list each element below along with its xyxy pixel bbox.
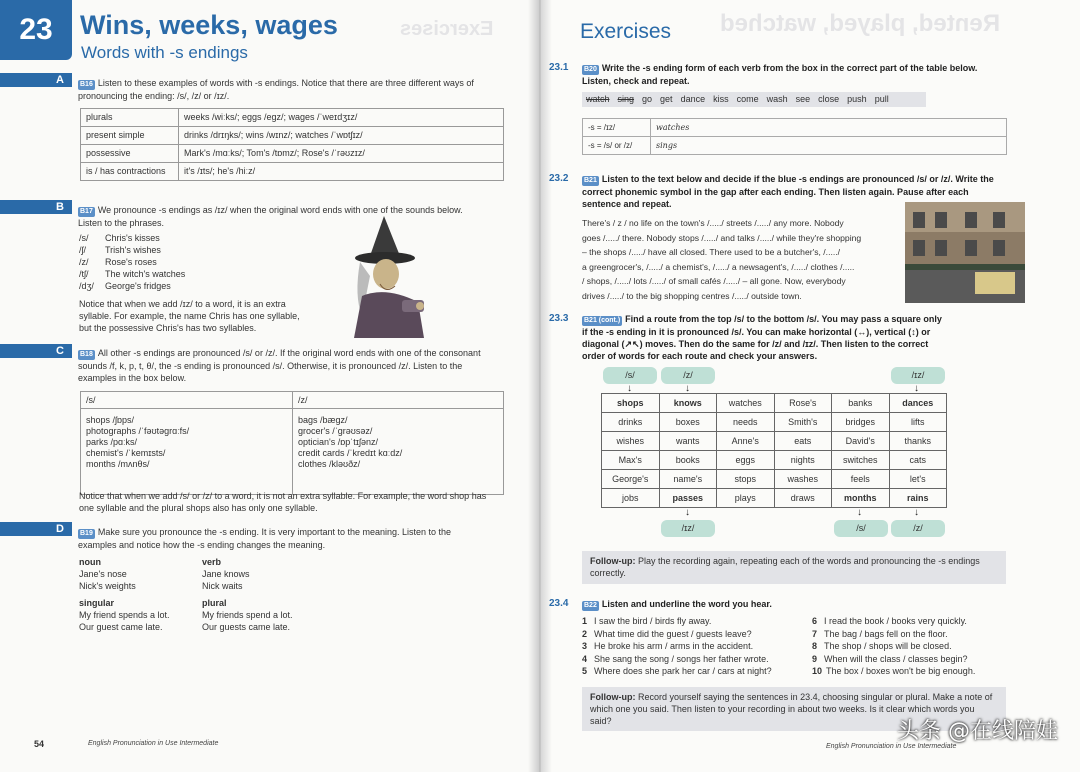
audio-track-icon[interactable]: B18 [80,351,93,358]
audio-track-icon[interactable]: B21 (cont.) [584,317,621,324]
singular-column: singular My friend spends a lot. Our guest came late. [79,598,170,632]
section-b-intro: B17 We pronounce -s endings as /ɪz/ when the original word ends with one of the sounds below. Listen to the phrases. [78,205,463,228]
exercise-number: 23.2 [549,173,569,184]
follow-up-box: Follow-up: Play the recording again, repeating each of the words and pronouncing the -s endings correctly. [582,551,1006,584]
section-b-note: Notice that when we add /ɪz/ to a word, it is an extra syllable. For example, the name Chris has one syllable, but the possessive Chris's has two syllables. [79,299,300,333]
street-photo [905,202,1025,303]
list-item: 6 I read the book / books very quickly. [812,616,967,626]
bleed-through-text: Exercises [400,18,494,40]
list-item: /ʃ/ Trish's wishes [79,245,161,255]
section-b-label: B [0,200,72,214]
section-a-label: A [0,73,72,87]
table-row: shops knows watches Rose's banks dances [602,394,947,413]
route-end-z: /z/ [891,520,945,537]
list-item: 9 When will the class / classes begin? [812,653,968,664]
arrow-down-icon: ↓ [914,383,919,394]
page-number: 54 [34,739,45,749]
exercise-23-2-instructions: B21 Listen to the text below and decide if the blue -s endings are pronounced /s/ or /z/. Write the correct phonemic symbol in the gap after each ending. Then listen again. Pause after each sentence and repeat. [582,174,994,209]
watermark: 头条 @在线陪娃 [897,719,1058,744]
arrow-down-icon: ↓ [685,383,690,394]
exercise-23-4-instructions: B22 Listen and underline the word you hear. [584,599,772,609]
arrow-down-icon: ↓ [857,507,862,518]
answer-table [582,118,1007,155]
section-c-table [80,391,504,495]
list-item: /dʒ/ George's fridges [79,281,171,291]
table-row: jobs passes plays draws months rains [602,489,947,508]
page-footer: English Pronunciation in Use Intermediate [826,743,957,750]
table-row: drinks boxes needs Smith's bridges lifts [602,413,947,432]
exercise-number: 23.4 [549,598,569,609]
sentence-list-right [812,615,1012,678]
arrow-down-icon: ↓ [914,507,919,518]
arrow-down-icon: ↓ [627,383,632,394]
list-item: /s/ Chris's kisses [79,233,160,243]
verb-column: verb Jane knows Nick waits [202,557,250,591]
exercise-number: 23.1 [549,62,569,73]
arrow-down-icon: ↓ [685,507,690,518]
section-b-phrases [79,232,279,292]
audio-track-icon[interactable]: B17 [80,208,93,215]
section-c-label: C [0,344,72,358]
exercise-number: 23.3 [549,313,569,324]
route-start-iz: /ɪz/ [891,367,945,384]
section-d-intro: B19 Make sure you pronounce the -s ending. It is very important to the meaning. Listen to the examples and notice how the -s ending changes the meaning. [78,527,452,550]
list-item: 2 What time did the guest / guests leave? [582,628,752,639]
sentence-list-left [582,615,807,678]
section-c-intro: B18 All other -s endings are pronounced /s/ or /z/. If the original word ends with one of the consonant sounds /f, k, p, t, θ/, the -s ending is pronounced /s/. Otherwise, it is pronounced /z/. Listen to the examples in the box below. [78,348,481,383]
route-end-iz: /ɪz/ [661,520,715,537]
book-gutter [528,0,552,772]
table-row: plurals weeks /wiːks/; eggs /egz/; wages /ˈweɪdʒɪz/ [81,109,504,127]
section-a-table [80,108,504,181]
audio-track-icon[interactable]: B22 [584,602,597,609]
exercises-title: Exercises [580,20,672,43]
table-row: present simple drinks /drɪŋks/; wins /wɪnz/; watches /ˈwɒtʃɪz/ [81,127,504,145]
exercise-23-1-instructions: B20 Write the -s ending form of each verb from the box in the correct part of the table below. Listen, check and repeat. [582,63,978,86]
audio-track-icon[interactable]: B21 [584,177,597,184]
page-footer: English Pronunciation in Use Intermediate [88,740,219,747]
table-row: possessive Mark's /mɑːks/; Tom's /tɒmz/; Rose's /ˈrəʊzɪz/ [81,145,504,163]
witch-illustration [340,216,432,338]
noun-column: noun Jane's nose Nick's weights [79,557,136,591]
route-start-z: /z/ [661,367,715,384]
table-row: -s = /ɪz/ watches [583,119,1007,137]
verb-box: watch sing go get dance kiss come wash see close push pull [582,92,926,107]
list-item: 7 The bag / bags fell on the floor. [812,628,948,639]
unit-number: 23 [0,0,72,60]
list-item: 5 Where does she park her car / cars at night? [582,666,772,676]
route-end-s: /s/ [834,520,888,537]
audio-track-icon[interactable]: B19 [80,530,93,537]
bleed-through-title: Rented, played, watched [720,10,1001,37]
section-d-label: D [0,522,72,536]
audio-track-icon[interactable]: B20 [584,66,597,73]
list-item: 4 She sang the song / songs her father wrote. [582,653,769,664]
list-item: /z/ Rose's roses [79,257,157,267]
table-row: George's name's stops washes feels let's [602,470,947,489]
plural-column: plural My friends spend a lot. Our guests came late. [202,598,293,632]
section-c-note: Notice that when we add /s/ or /z/ to a word, it is not an extra syllable. For example, the word shop has one syllable and the plural shops also has only one syllable. [79,491,487,513]
list-item: 10 The box / boxes won't be big enough. [812,666,976,676]
table-row: is / has contractions it's /ɪts/; he's /hiːz/ [81,163,504,181]
section-a-intro: B16 Listen to these examples of words with -s endings. Notice that there are three different ways of pronouncing the ending: /s/, /z/ or /ɪz/. [78,78,474,101]
list-item: /tʃ/ The witch's watches [79,269,186,279]
list-item: 1 I saw the bird / birds fly away. [582,616,712,626]
unit-subtitle: Words with -s endings [81,43,248,62]
unit-title: Wins, weeks, wages [80,10,338,40]
audio-track-icon[interactable]: B16 [80,81,93,88]
table-row: shops /ʃɒps/ photographs /ˈfəʊtəgrɑːfs/ parks /pɑːks/ chemist's /ˈkemɪsts/ months /mʌnθs/ bags /bægz/ grocer's /ˈgrəʊsəz/ optician's /ɒpˈtɪʃənz/ credit cards /ˈkredɪt kɑːdz/ clothes /kləʊðz/ [81,409,504,495]
route-start-s: /s/ [603,367,657,384]
follow-up-box: Follow-up: Record yourself saying the sentences in 23.4, choosing singular or plural. Make a note of which one you said. Then listen to your recording in about two weeks. Is it clear which words you said? [582,687,1006,731]
route-grid [601,393,947,508]
exercise-23-3-instructions: B21 (cont.) Find a route from the top /s/ to the bottom /s/. You may pass a square only if the -s ending in it is pronounced /s/. You can make horizontal (↔), vertical (↕) or diagonal (↗↖) moves. Then do the same for /z/ and /ɪz/. Then listen to the correct order of words for each route and check your answers. [582,314,942,361]
table-row: /s/ /z/ [81,392,504,409]
table-row: -s = /s/ or /z/ sings [583,137,1007,155]
exercise-23-2-passage: There's / z / no life on the town's /...../ streets /...../ any more. Nobody goes /...../ there. Nobody stops /...../ and talks /...../ while they're shopping – the shops /...../ have all closed. There used to be a butcher's, /...../ a greengrocer's, /...../ a chemist's, /...../ a newsagent's, /...../ clothes /..... / shops, /...../ lots /...../ of small cafés /...../ – all gone. Now, everybody drives /...../ to the big shopping centres /...../ outside town. [582,218,862,301]
list-item: 8 The shop / shops will be closed. [812,641,952,651]
table-row: wishes wants Anne's eats David's thanks [602,432,947,451]
table-row: Max's books eggs nights switches cats [602,451,947,470]
list-item: 3 He broke his arm / arms in the accident. [582,641,754,651]
